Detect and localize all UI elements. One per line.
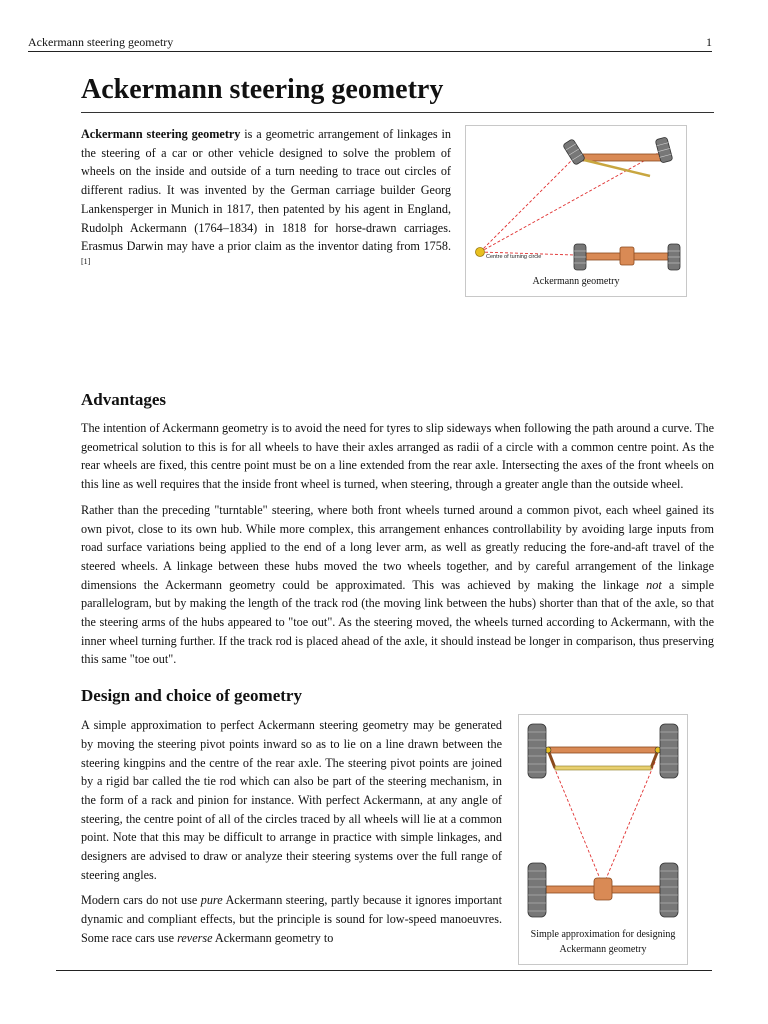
- turning-centre-label: Centre of turning circle: [486, 254, 542, 260]
- page-number: 1: [706, 35, 712, 49]
- turning-centre-marker: [476, 248, 485, 257]
- front-axle: [582, 154, 662, 161]
- design-paragraph-1: A simple approximation to perfect Ackermann steering geometry may be generated by moving the steering pivot points inward so as to lie on a line drawn between the steering kingpins and the centre of the rear axle. The steering pivot points are joined by a rigid bar called the tie rod which can also be part of the steering mechanism, in the form of a rack and pinion for instance. With perfect Ackermann, at any angle of steering, the centre point of all of the circles traced by all wheels will lie at a common point. Note that this may be difficult to arrange in practice with simple linkages, and designers are advised to draw or analyze their steering systems over the full range of steering angles.: [81, 718, 502, 882]
- radius-line: [480, 152, 660, 252]
- emphasis: not: [646, 577, 662, 592]
- emphasis: pure: [200, 893, 223, 908]
- running-title: Ackermann steering geometry: [28, 35, 174, 49]
- figure-simple-approximation[interactable]: [518, 714, 688, 965]
- reference-link[interactable]: [1]: [81, 256, 91, 266]
- emphasis: reverse: [177, 930, 213, 945]
- advantages-paragraph-2: Rather than the preceding "turntable" steering, where both front wheels turned around a common pivot, each wheel gained its own pivot, close to its own hub. While more complex, this arrangement enhances controllability by avoiding large inputs from road surface variations being applied to the end of a long lever arm, as well as greatly reducing the fore-and-aft travel of the steered wheels. A linkage between these hubs moved the two wheels together, and by careful arrangement of the linkage dimensions the Ackermann geometry could be approximated. This was achieved by making the linkage not a simple parallelogram, but by making the length of the track rod (the moving link between the hubs) shorter than that of the axle, so that the steering arms of the hubs appeared to "toe out". As the steering moved, the wheels turned according to Ackermann, with the inner wheel turning further. If the track rod is placed ahead of the axle, it should instead be longer in comparison, thus preserving this same "toe out".: [81, 502, 714, 667]
- figure-caption: Simple approximation for designing Ackermann geometry: [530, 929, 676, 956]
- page-title: Ackermann steering geometry: [81, 72, 714, 113]
- figure-caption: Ackermann geometry: [532, 276, 620, 287]
- article-body: [81, 72, 714, 956]
- section-heading-advantages: Advantages: [81, 390, 167, 409]
- intro-paragraph: [81, 125, 451, 275]
- differential: [620, 247, 634, 265]
- kingpin-line: [603, 762, 655, 886]
- approximation-diagram: [522, 720, 684, 918]
- design-section: [81, 685, 714, 956]
- rear-right-wheel: [668, 244, 680, 270]
- rear-right-wheel: [660, 863, 678, 917]
- advantages-section: [81, 389, 714, 669]
- front-left-wheel: [563, 139, 586, 166]
- kingpin-line: [552, 762, 603, 886]
- intro-section: [81, 125, 714, 333]
- ackermann-diagram: [470, 132, 684, 274]
- front-left-wheel: [528, 724, 546, 778]
- running-header: [28, 34, 712, 52]
- section-heading-design: Design and choice of geometry: [81, 686, 302, 706]
- front-right-wheel: [660, 724, 678, 778]
- radius-line: [480, 156, 576, 252]
- front-axle: [548, 747, 658, 753]
- advantages-paragraph-1: The intention of Ackermann geometry is to avoid the need for tyres to slip sideways when following the path around a curve. The geometrical solution to this is for all wheels to have their axles arranged as radii of a circle with a common centre point. As the rear wheels are fixed, this centre point must be on a line extended from the rear axle. Intersecting the axes of the front wheels on this line as well requires that the inside front wheel is turned, when steering, through a greater angle than the outside wheel.: [81, 421, 714, 492]
- differential: [594, 878, 612, 900]
- intro-text: is a geometric arrangement of linkages in the steering of a car or other vehicle designed to solve the problem of wheels on the inside and outside of a turn needing to trace out circles of different radius. It was invented by the German carriage builder Georg Lankensperger in Munich in 1817, then patented by his agent in England, Rudolph Ackermann (1764–1834) in 1818 for horse-drawn carriages. Erasmus Darwin may have a prior claim as the inventor dating from 1758.: [81, 127, 451, 254]
- tie-rod: [584, 160, 650, 176]
- rear-left-wheel: [528, 863, 546, 917]
- footer-rule: [56, 970, 712, 971]
- design-paragraph-2: Modern cars do not use pure Ackermann steering, partly because it ignores important dynamic and compliant effects, but the principle is sound for low-speed manoeuvres. Some race cars use reverse Ackermann geometry to: [81, 893, 502, 945]
- figure-ackermann-geometry[interactable]: [465, 125, 687, 297]
- rear-left-wheel: [574, 244, 586, 270]
- tie-rod: [555, 766, 651, 770]
- intro-term: Ackermann steering geometry: [81, 127, 241, 141]
